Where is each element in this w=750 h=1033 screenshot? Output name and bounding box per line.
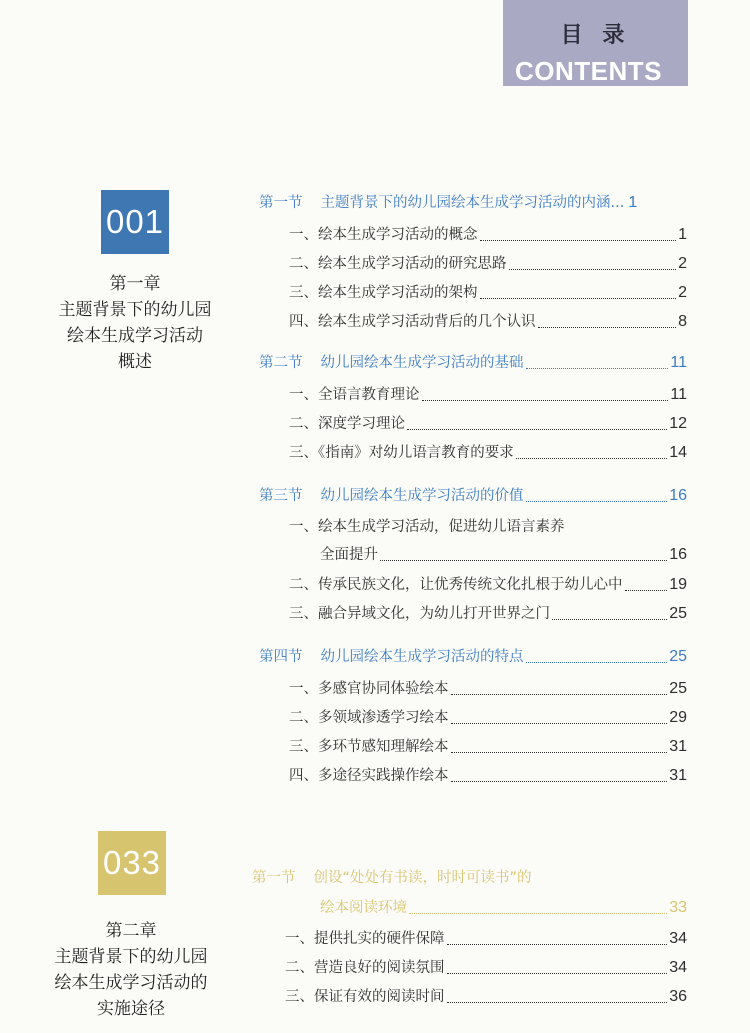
dot-leader — [480, 240, 677, 241]
dot-leader — [447, 973, 668, 974]
toc-item-c1s1i1[interactable] — [289, 224, 687, 246]
toc-section-c1s1[interactable] — [259, 192, 687, 214]
toc-item-c2s1i1[interactable] — [285, 928, 687, 950]
section-title: 主题背景下的幼儿园绘本生成学习活动的内涵... — [320, 195, 625, 211]
toc-item-c1s3i1[interactable] — [320, 544, 687, 566]
page-number: 29 — [669, 709, 687, 726]
page-number: 16 — [669, 546, 687, 563]
page-number: 34 — [669, 930, 687, 947]
toc-item-label: 全面提升 — [320, 547, 378, 563]
page-number: 12 — [669, 415, 687, 432]
toc-item-c1s3i3[interactable] — [289, 603, 687, 625]
toc-item-label: 一、绘本生成学习活动的概念 — [289, 227, 478, 243]
dot-leader — [409, 913, 667, 914]
toc-item-label: 三、《指南》对幼儿语言教育的要求 — [289, 445, 514, 461]
dot-leader — [538, 327, 677, 328]
dot-leader — [526, 501, 668, 502]
dot-leader — [451, 781, 668, 782]
page-number: 19 — [669, 576, 687, 593]
section-title: 幼儿园绘本生成学习活动的特点 — [320, 649, 524, 665]
toc-item-c1s3i1-line1[interactable]: 一、绘本生成学习活动，促进幼儿语言素养 — [289, 519, 565, 535]
chapter1-title-line: 第一章 — [109, 274, 161, 294]
chapter1-title — [35, 271, 235, 375]
toc-item-c1s1i3[interactable] — [289, 282, 687, 304]
toc-item-label: 三、多环节感知理解绘本 — [289, 739, 449, 755]
toc-item-c1s4i2[interactable] — [289, 707, 687, 729]
dot-leader — [447, 1002, 668, 1003]
toc-item-c2s1i3[interactable] — [285, 986, 687, 1008]
toc-item-label: 二、营造良好的阅读氛围 — [285, 960, 445, 976]
page-number: 1 — [628, 194, 638, 211]
page-number: 31 — [669, 767, 687, 784]
toc-item-c1s2i1[interactable] — [289, 384, 687, 406]
toc-item-label: 二、绘本生成学习活动的研究思路 — [289, 256, 507, 272]
dot-leader — [451, 694, 668, 695]
chapter1-title-line: 主题背景下的幼儿园 — [58, 300, 212, 320]
page-number: 11 — [670, 354, 687, 371]
toc-item-c1s2i2[interactable] — [289, 413, 687, 435]
page-number: 8 — [678, 313, 687, 330]
chapter1-title-line: 绘本生成学习活动 — [67, 326, 203, 346]
chapter2-title — [31, 918, 231, 1022]
toc-item-c1s4i3[interactable] — [289, 736, 687, 758]
toc-item-c1s1i4[interactable] — [289, 311, 687, 333]
dot-leader — [509, 269, 677, 270]
toc-item-label: 一、多感官协同体验绘本 — [289, 681, 449, 697]
dot-leader — [422, 400, 669, 401]
page-number: 34 — [669, 959, 687, 976]
section-number: 第三节 — [259, 488, 303, 504]
section-title: 绘本阅读环境 — [320, 900, 407, 916]
page-number: 31 — [669, 738, 687, 755]
toc-item-label: 四、多途径实践操作绘本 — [289, 768, 449, 784]
dot-leader — [407, 429, 667, 430]
section-number: 第四节 — [259, 649, 303, 665]
dot-leader — [516, 458, 667, 459]
toc-item-c2s1i2[interactable] — [285, 957, 687, 979]
page-number: 1 — [678, 226, 687, 243]
page-number: 11 — [670, 386, 687, 403]
section-title: 幼儿园绘本生成学习活动的价值 — [320, 488, 524, 504]
toc-item-label: 四、绘本生成学习活动背后的几个认识 — [289, 314, 536, 330]
toc-section-c1s3[interactable] — [259, 485, 687, 507]
chapter2-title-line: 主题背景下的幼儿园 — [54, 947, 208, 967]
section-number: 第二节 — [259, 355, 303, 371]
dot-leader — [625, 590, 668, 591]
toc-section-c1s2[interactable] — [259, 352, 687, 374]
dot-leader — [451, 723, 668, 724]
toc-item-label: 二、传承民族文化，让优秀传统文化扎根于幼儿心中 — [289, 577, 623, 593]
chapter2-title-line: 第二章 — [105, 921, 157, 941]
contents-header — [503, 0, 688, 86]
toc-item-label: 三、融合异域文化，为幼儿打开世界之门 — [289, 606, 550, 622]
header-title-cn: 目 录 — [560, 23, 631, 48]
toc-item-label: 三、绘本生成学习活动的架构 — [289, 285, 478, 301]
chapter2-number: 033 — [98, 831, 166, 895]
page-number: 33 — [669, 899, 687, 916]
page-number: 36 — [669, 988, 687, 1005]
toc-item-label: 二、深度学习理论 — [289, 416, 405, 432]
toc-item-c1s4i1[interactable] — [289, 678, 687, 700]
toc-item-label: 二、多领域渗透学习绘本 — [289, 710, 449, 726]
toc-section-c1s4[interactable] — [259, 646, 687, 668]
chapter2-title-line: 实施途径 — [97, 999, 165, 1019]
toc-item-c1s4i4[interactable] — [289, 765, 687, 787]
toc-item-label: 三、保证有效的阅读时间 — [285, 989, 445, 1005]
toc-item-label: 一、提供扎实的硬件保障 — [285, 931, 445, 947]
section-title: 创设“处处有书读，时时可读书”的 — [313, 870, 532, 886]
page-number: 25 — [669, 605, 687, 622]
toc-section-c2s1[interactable] — [320, 897, 687, 919]
page-number: 2 — [678, 284, 687, 301]
page-number: 14 — [669, 444, 687, 461]
toc-item-label: 一、全语言教育理论 — [289, 387, 420, 403]
toc-item-c1s3i2[interactable] — [289, 574, 687, 596]
dot-leader — [380, 560, 667, 561]
chapter1-title-line: 概述 — [118, 352, 152, 372]
dot-leader — [447, 944, 668, 945]
section-title: 幼儿园绘本生成学习活动的基础 — [320, 355, 524, 371]
chapter1-number: 001 — [101, 190, 169, 254]
toc-section-c2s1-line1[interactable] — [252, 866, 532, 887]
page-number: 25 — [669, 680, 687, 697]
toc-item-c1s2i3[interactable] — [289, 442, 687, 464]
page-number: 25 — [669, 648, 687, 665]
dot-leader — [526, 368, 669, 369]
header-title-en: CONTENTS — [515, 56, 662, 86]
dot-leader — [526, 662, 668, 663]
section-number: 第一节 — [259, 195, 303, 211]
dot-leader — [480, 298, 677, 299]
page-number: 2 — [678, 255, 687, 272]
chapter2-title-line: 绘本生成学习活动的 — [54, 973, 208, 993]
page-number: 16 — [669, 487, 687, 504]
dot-leader — [451, 752, 668, 753]
dot-leader — [552, 619, 667, 620]
section-number: 第一节 — [252, 870, 296, 886]
toc-item-c1s1i2[interactable] — [289, 253, 687, 275]
